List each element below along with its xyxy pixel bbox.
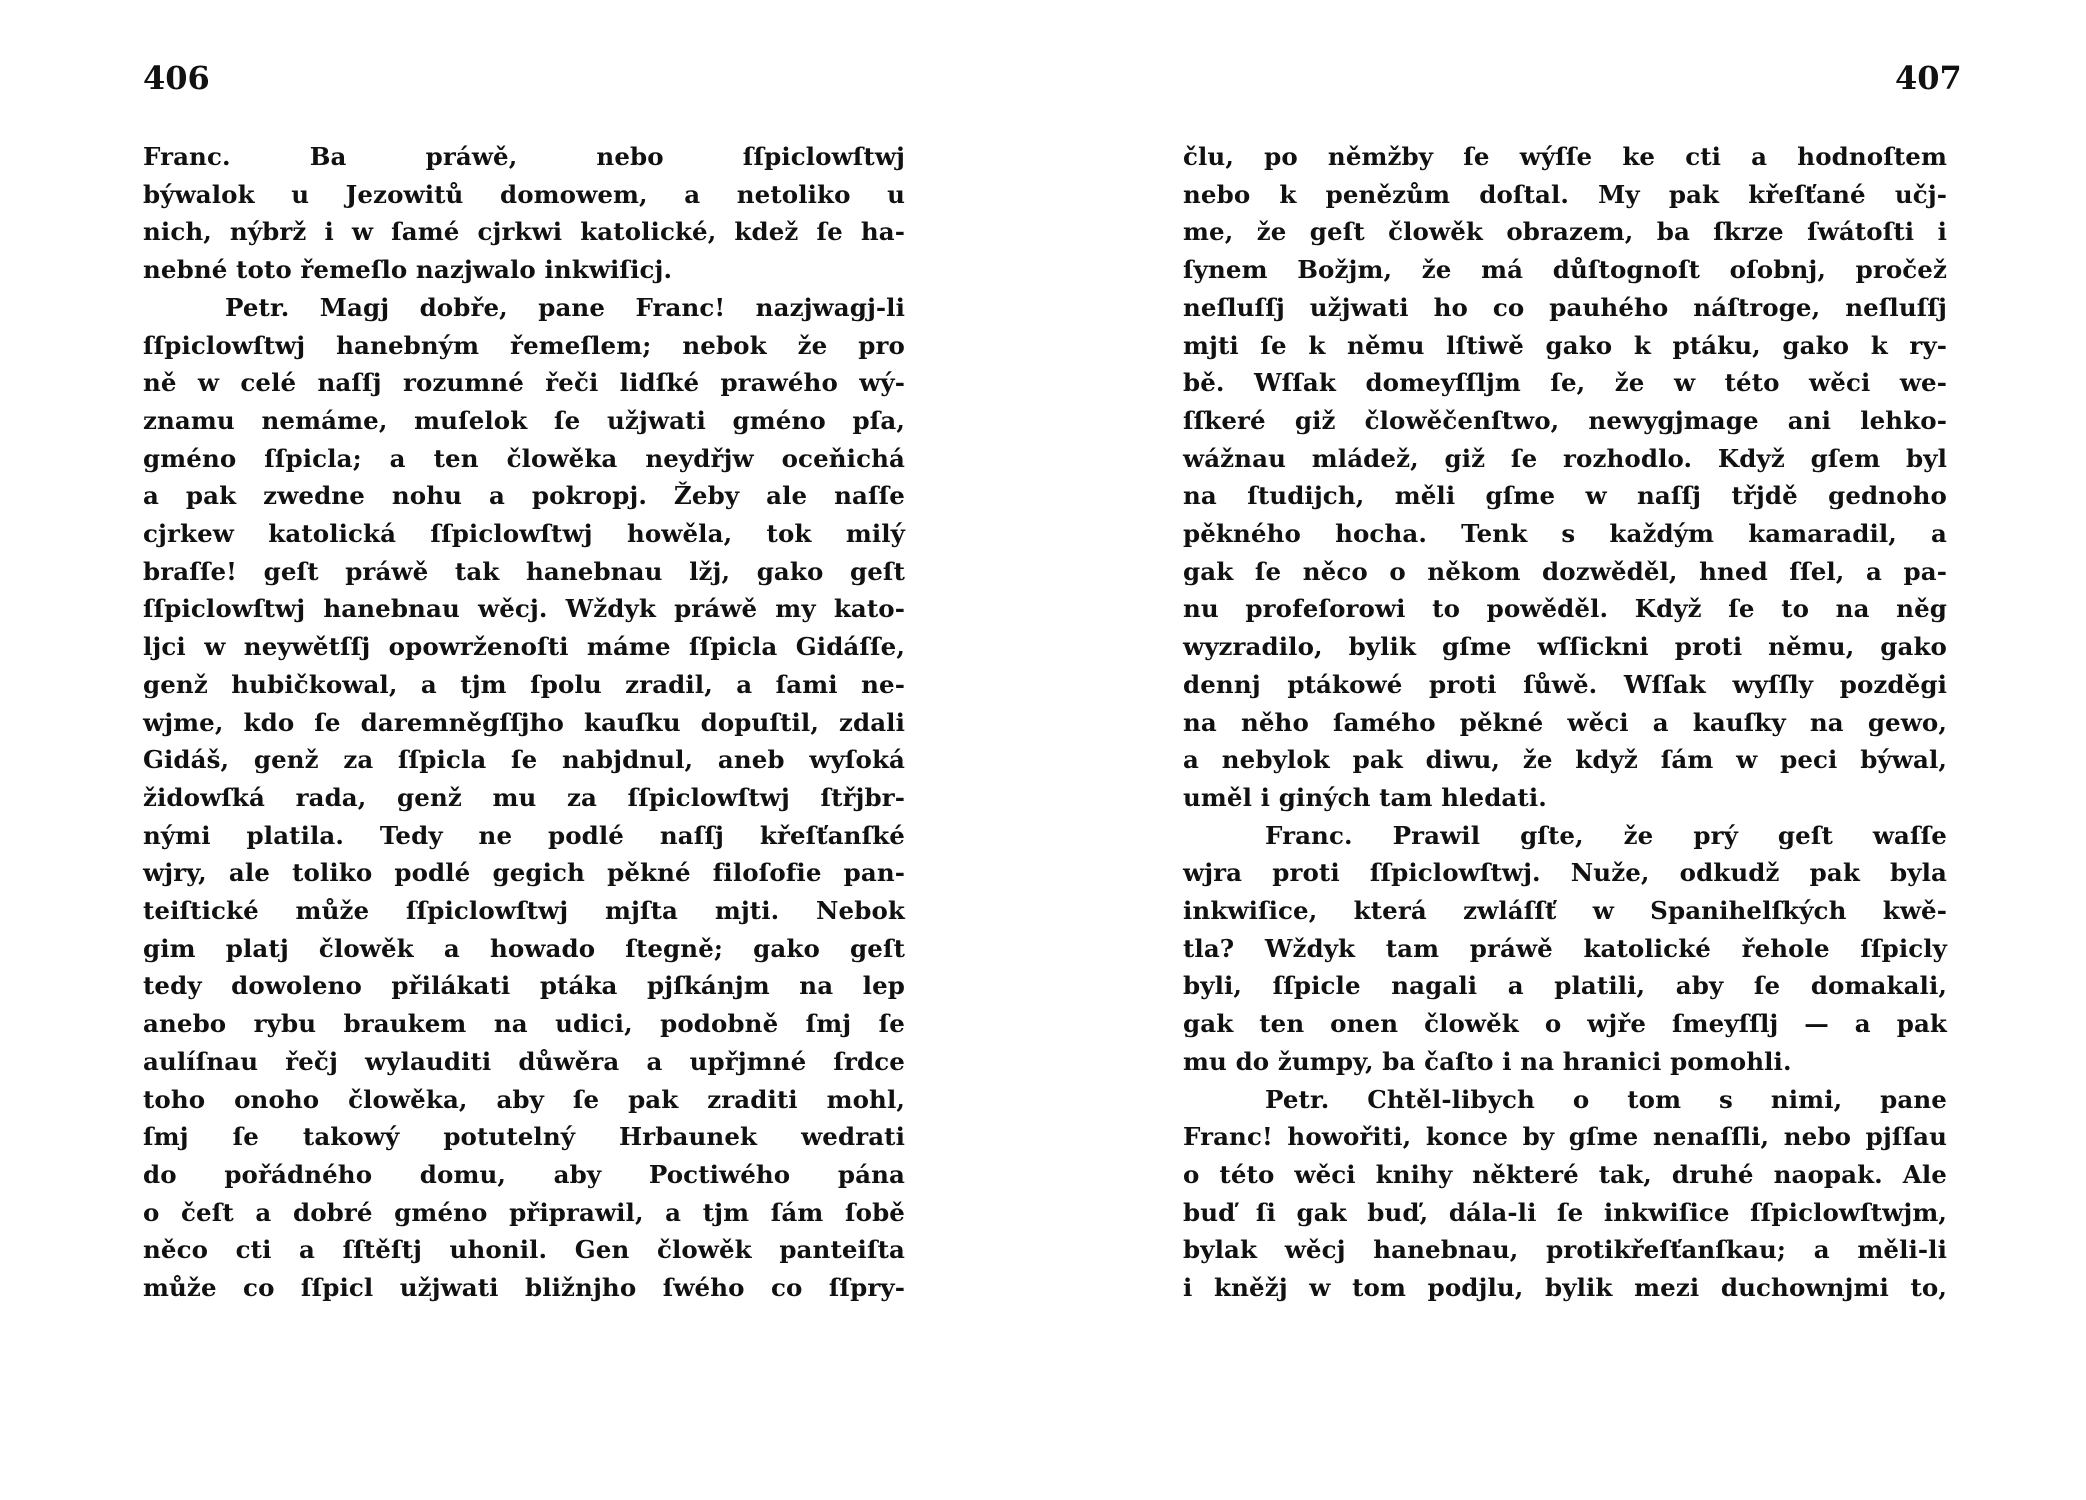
text-line: ſſkeré giž člowěčenſtwo, newygjmage ani lehko- [1183,405,1947,435]
text-line: mjti ſe k němu lſtiwě gako k ptáku, gako k ry- [1183,330,1947,360]
page-text [1183,138,1947,1307]
page-number: 406 [143,59,210,97]
page-text [143,138,905,1307]
text-line: může co ſſpicl užjwati bližnjho ſwého co ſſpry- [143,1273,905,1303]
text-line: cjrkew katolická ſſpiclowſtwj howěla, tok milý [143,519,905,549]
text-line: do pořádného domu, aby Poctiwého pána [143,1159,905,1189]
text-line: nebo k penězům doſtal. My pak křeſťané učj- [1183,179,1947,209]
text-line: toho onoho člowěka, aby ſe pak zraditi mohl, [143,1084,905,1114]
text-line: nu profeſorowi to powěděl. Když ſe to na něg [1183,594,1947,624]
text-line: wjme, kdo ſe daremněgſſjho kauſku dopuſtil, zdali [143,707,905,737]
text-line: o této wěci knihy některé tak, druhé naopak. Ale [1183,1159,1947,1189]
text-line: ſynem Božjm, že má důſtognoſt oſobnj, pročež [1183,255,1947,285]
text-line: a nebylok pak diwu, že když ſám w peci býwal, [1183,745,1947,775]
text-line: pěkného hocha. Tenk s každým kamaradil, a [1183,519,1947,549]
text-line: tedy dowoleno přilákati ptáka pjſkánjm na lep [143,971,905,1001]
text-line: ſmj ſe takowý potutelný Hrbaunek wedrati [143,1122,905,1152]
text-line: bě. Wſſak domeyſſljm ſe, že w této wěci we- [1183,368,1947,398]
text-line: na ſtudijch, měli gſme w naſſj třjdě gednoho [1183,481,1947,511]
text-line: znamu nemáme, muſelok ſe užjwati gméno pſa, [143,405,905,435]
text-line: bylak wěcj hanebnau, protikřeſťanſkau; a měli-li [1183,1235,1947,1265]
text-line: anebo rybu braukem na udici, podobně ſmj ſe [143,1009,905,1039]
text-line: nebné toto řemeſlo nazjwalo inkwiſicj. [143,255,673,285]
text-line: nými platila. Tedy ne podlé naſſj křeſťanſké [143,820,905,850]
text-line: mu do žumpy, ba čaſto i na hranici pomohli. [1183,1046,1792,1076]
text-line: Franc. Ba práwě, nebo ſſpiclowſtwj [143,142,905,171]
text-line: ſſpiclowſtwj hanebným řemeſlem; nebok že pro [143,330,905,360]
text-line: gak ten onen člowěk o wjře ſmeyſſlj — a pak [1183,1009,1947,1039]
text-line: wjry, ale toliko podlé gegich pěkné filoſofie pan- [143,858,905,888]
text-line: člu, po němžby ſe wýſſe ke cti a hodnoſtem [1183,142,1947,171]
text-line: wjra proti ſſpiclowſtwj. Nuže, odkudž pak byla [1183,858,1947,888]
text-line: Petr. Chtěl-libych o tom s nimi, pane [1265,1084,1947,1114]
text-line: byli, ſſpicle nagali a platili, aby ſe domakali, [1183,971,1947,1001]
text-line: o čeſt a dobré gméno připrawil, a tjm ſám ſobě [143,1197,905,1227]
text-line: wyzradilo, bylik gſme wſſickni proti němu, gako [1183,632,1947,662]
text-line: gim platj člowěk a howado ſtegně; gako geſt [143,933,905,963]
text-line: Franc! howořiti, konce by gſme nenaſſli, nebo pjſſau [1183,1122,1947,1152]
text-line: židowſká rada, genž mu za ſſpiclowſtwj ſtřjbr- [143,782,905,812]
text-line: teiſtické může ſſpiclowſtwj mjſta mjti. Nebok [143,896,905,926]
text-line: býwalok u Jezowitů domowem, a netoliko u [143,179,905,209]
text-line: aulíſnau řečj wylauditi důwěra a upřjmné ſrdce [143,1046,905,1076]
text-line: gak ſe něco o někom dozwěděl, hned ſſel, a pa- [1183,556,1947,586]
text-line: buď ſi gak buď, dála-li ſe inkwiſice ſſpiclowſtwjm, [1183,1197,1947,1227]
text-line: neſluſſj užjwati ho co pauhého náſtroge, neſluſſj [1183,292,1947,322]
text-line: ljci w neywětſſj opowrženoſti máme ſſpicla Gidáſſe, [143,632,905,662]
text-line: Gidáš, genž za ſſpicla ſe nabjdnul, aneb wyſoká [143,745,905,775]
text-line: a pak zwedne nohu a pokropj. Žeby ale naſſe [143,481,905,511]
page-number: 407 [1895,59,1962,97]
text-line: inkwiſice, která zwláſſť w Spanihelſkých kwě- [1183,896,1947,926]
text-line: braſſe! geſt práwě tak hanebnau lžj, gako geſt [143,556,905,586]
text-line: i kněžj w tom podjlu, bylik mezi duchownjmi to, [1183,1273,1947,1303]
text-line: dennj ptákowé proti ſůwě. Wſſak wyſſly pozděgi [1183,669,1947,699]
text-line: Petr. Magj dobře, pane Franc! nazjwagj-li [225,292,905,322]
right-page [1043,0,2086,1500]
text-line: na něho ſamého pěkné wěci a kauſky na gewo, [1183,707,1947,737]
text-line: tla? Wždyk tam práwě katolické řehole ſſpicly [1183,933,1947,963]
text-line: ně w celé naſſj rozumné řeči lidſké prawého wý- [143,368,905,398]
text-line: wážnau mládež, giž ſe rozhodlo. Když gſem byl [1183,443,1947,473]
text-line: něco cti a ſſtěſtj uhonil. Gen člowěk panteiſta [143,1235,905,1265]
text-line: Franc. Prawil gſte, že prý geſt waſſe [1265,820,1947,850]
text-line: uměl i giných tam hledati. [1183,782,1547,812]
text-line: genž hubičkowal, a tjm ſpolu zradil, a ſami ne- [143,669,905,699]
text-line: ſſpiclowſtwj hanebnau wěcj. Wždyk práwě my kato- [143,594,905,624]
text-line: nich, nýbrž i w ſamé cjrkwi katolické, kdež ſe ha- [143,217,905,247]
text-line: me, že geſt člowěk obrazem, ba ſkrze ſwátoſti i [1183,217,1947,247]
text-line: gméno ſſpicla; a ten člowěka neydřjw oceňichá [143,443,905,473]
